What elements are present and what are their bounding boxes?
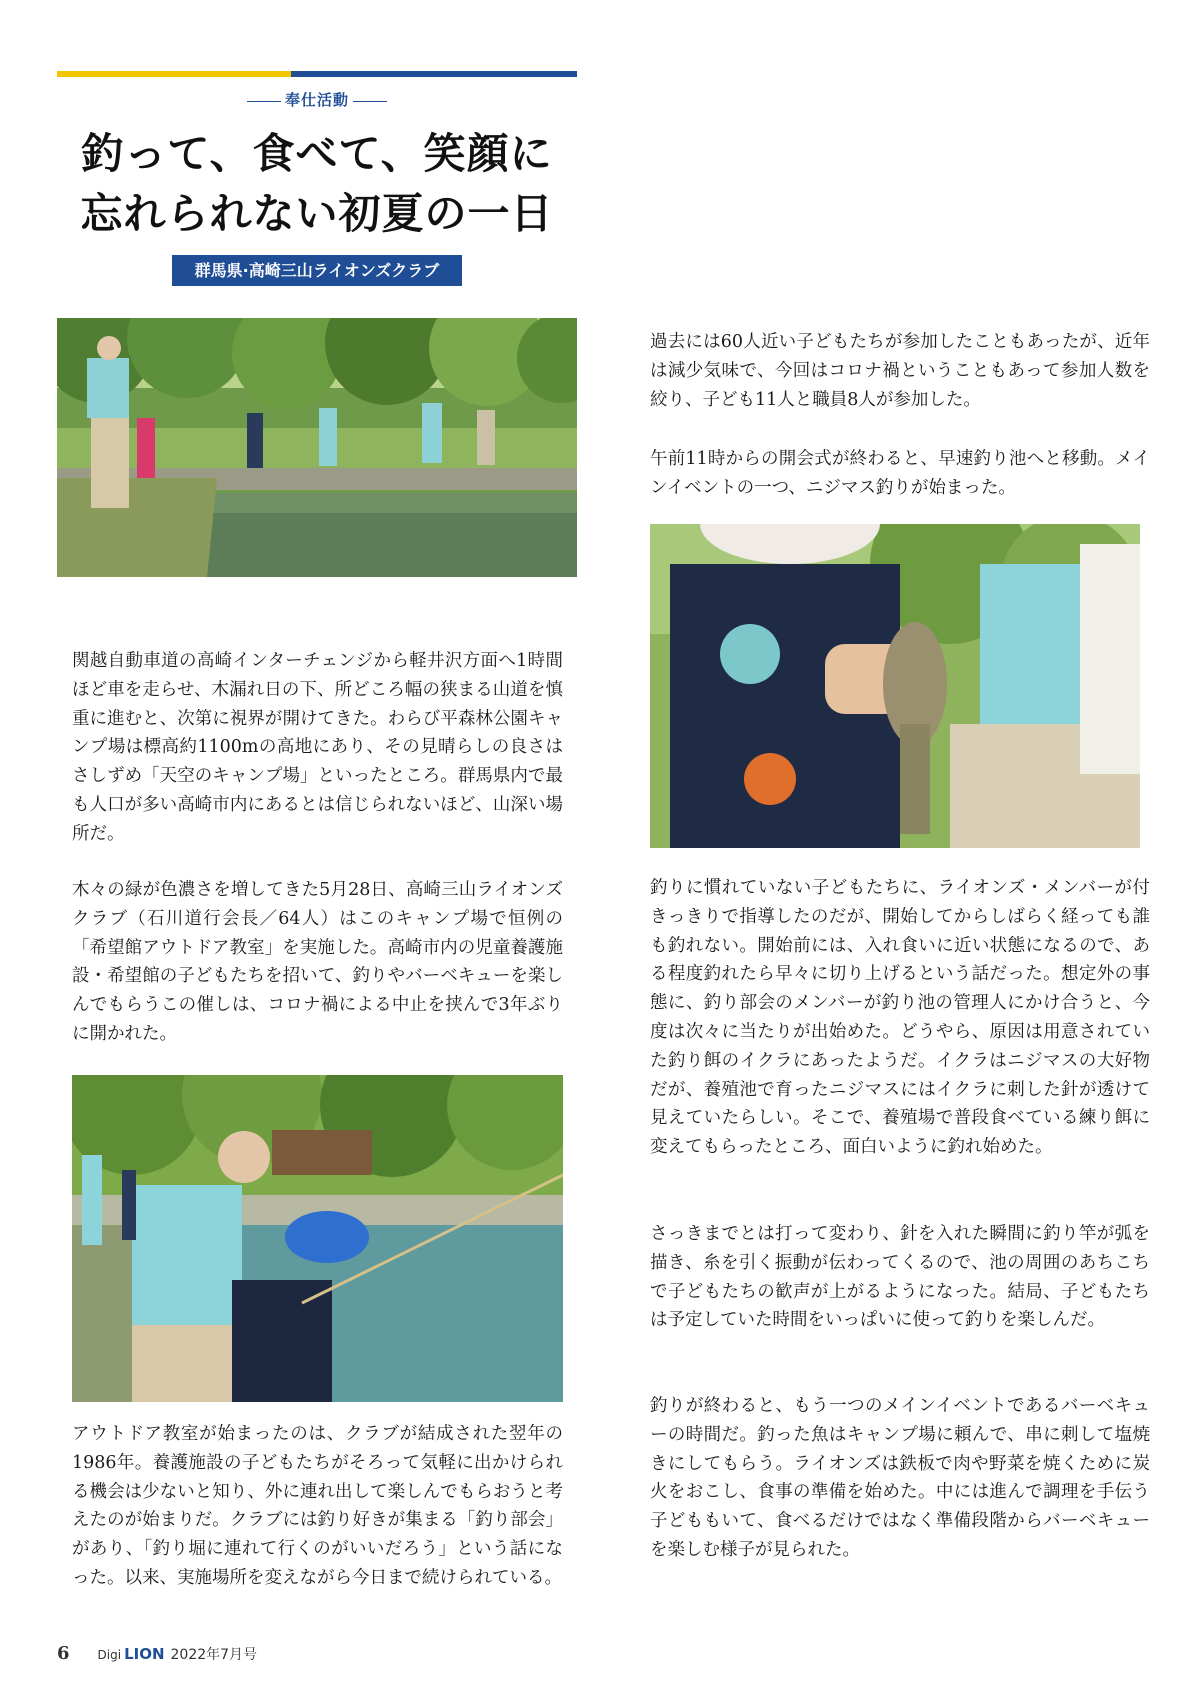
- photo-child-fishing-with-member: [72, 1075, 563, 1402]
- category-rule-left: [247, 101, 281, 102]
- header-color-bar: [57, 71, 577, 77]
- footer-lion-logo: LION: [124, 1645, 165, 1663]
- right-paragraph-1: 過去には60人近い子どもたちが参加したこともあったが、近年は減少気味で、今回はコロナ禍ということもあって参加人数を絞り、子ども11人と職員8人が参加した。: [650, 332, 1150, 410]
- category-text: 奉仕活動: [284, 91, 349, 109]
- photo-child-holding-trout: [650, 524, 1140, 848]
- header-bar-blue: [291, 71, 577, 77]
- left-paragraph-3: アウトドア教室が始まったのは、クラブが結成された翌年の1986年。養護施設の子どもたちがそろって気軽に出かけられる機会は少ないと知り、外に連れ出して楽しんでもらおうと考えたのが始まりだ。クラブには釣り好きが集まる「釣り部会」があり、「釣り堀に連れて行くのがいいだろう」という話になった。以来、実施場所を変えながら今日まで続けられている。: [72, 1424, 563, 1588]
- club-name-badge: 群馬県·高崎三山ライオンズクラブ: [172, 255, 462, 286]
- category-label: [57, 89, 577, 110]
- right-paragraph-4: さっきまでとは打って変わり、針を入れた瞬間に釣り竿が弧を描き、糸を引く振動が伝わってくるので、池の周囲のあちこちで子どもたちの歓声が上がるようになった。結局、子どもたちは予定していた時間をいっぱいに使って釣りを楽しんだ。: [650, 1224, 1150, 1331]
- article-title: [57, 124, 577, 244]
- article-title-line-1: 釣って、食べて、笑顔に: [81, 129, 553, 178]
- footer-issue: 2022年7月号: [170, 1647, 258, 1663]
- page-number: 6: [57, 1643, 70, 1664]
- right-paragraph-5: 釣りが終わると、もう一つのメインイベントであるバーベキューの時間だ。釣った魚はキャンプ場に頼んで、串に刺して塩焼きにしてもらう。ライオンズは鉄板で肉や野菜を焼くために炭火をおこし、食事の準備を始めた。中には進んで調理を手伝う子どももいて、食べるだけではなく準備段階からバーベキューを楽しむ様子が見られた。: [650, 1396, 1150, 1560]
- article-title-line-2: 忘れられない初夏の一日: [80, 189, 554, 238]
- left-paragraph-2: 木々の緑が色濃さを増してきた5月28日、高崎三山ライオンズクラブ（石川道行会長／64人）はこのキャンプ場で恒例の「希望館アウトドア教室」を実施した。高崎市内の児童養護施設・希望館の子どもたちを招いて、釣りやバーベキューを楽しんでもらうこの催しは、コロナ禍による中止を挟んで3年ぶりに開かれた。: [72, 880, 563, 1044]
- right-paragraph-3: 釣りに慣れていない子どもたちに、ライオンズ・メンバーが付きっきりで指導したのだが、開始してからしばらく経っても誰も釣れない。開始前には、入れ食いに近い状態になるので、ある程度釣れたら早々に切り上げるという話だった。想定外の事態に、釣り部会のメンバーが釣り池の管理人にかけ合うと、今度は次々に当たりが出始めた。どうやら、原因は用意されていた釣り餌のイクラにあったようだ。イクラはニジマスの大好物だが、養殖池で育ったニジマスにはイクラに刺した針が透けて見えていたらしい。そこで、養殖場で普段食べている練り餌に変えてもらったところ、面白いように釣れ始めた。: [650, 878, 1150, 1158]
- page-footer: [57, 1643, 257, 1664]
- left-paragraph-1: 関越自動車道の高崎インターチェンジから軽井沢方面へ1時間ほど車を走らせ、木漏れ日の下、所どころ幅の狭まる山道を慎重に進むと、次第に視界が開けてきた。わらび平森林公園キャンプ場は標高約1100mの高地にあり、その見晴らしの良さはさしずめ「天空のキャンプ場」といったところ。群馬県内で最も人口が多い高崎市内にあるとは信じられないほど、山深い場所だ。: [72, 651, 563, 844]
- header-bar-yellow: [57, 71, 291, 77]
- right-paragraph-2: 午前11時からの開会式が終わると、早速釣り池へと移動。メインイベントの一つ、ニジマス釣りが始まった。: [650, 449, 1150, 498]
- photo-fishing-pond-group: [57, 318, 577, 577]
- category-rule-right: [353, 101, 387, 102]
- footer-digi: Digi: [97, 1648, 122, 1662]
